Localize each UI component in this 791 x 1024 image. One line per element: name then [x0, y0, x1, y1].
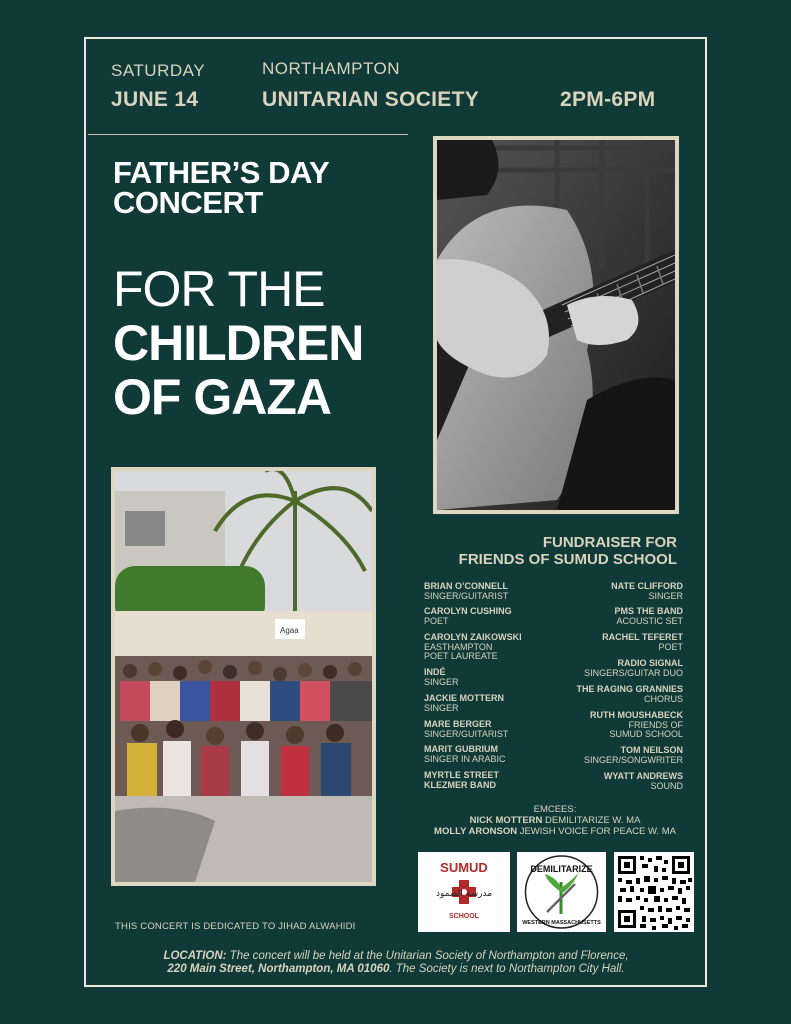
performer-role: SINGER: [424, 702, 459, 713]
performer-name: CAROLYN CUSHING: [424, 606, 512, 616]
title-line-3: OF GAZA: [113, 369, 331, 425]
performer-role: KLEZMER BAND: [424, 779, 496, 790]
performer-name: MARE BERGER: [424, 719, 492, 729]
subtitle-line-2: CONCERT: [113, 185, 263, 220]
location-text-1: The concert will be held at the Unitarian Society of Northampton and Florence,: [226, 950, 629, 962]
performer-role: SINGER/SONGWRITER: [583, 754, 683, 765]
subtitle-line-1: FATHER’S DAY: [113, 155, 330, 190]
emcees-block: [420, 804, 690, 837]
performer-name: CAROLYN ZAIKOWSKI: [424, 632, 522, 642]
location-block: [96, 950, 696, 976]
performer-role: FRIENDS OF: [628, 719, 683, 730]
emcee-2: [420, 826, 690, 837]
location-text-2: . The Society is next to Northampton City Hall.: [389, 963, 625, 975]
performer-role: CHORUS: [643, 693, 683, 704]
performer-name: RACHEL TEFERET: [602, 632, 683, 642]
photo-sign-text: Agaa: [280, 626, 299, 635]
main-title: [113, 262, 363, 424]
performer-right-5: [523, 711, 683, 740]
fundraiser-line-1: FUNDRAISER FOR: [542, 534, 677, 551]
demilitarize-logo: [517, 852, 606, 932]
children-image: [115, 471, 372, 882]
emcee-1-name: NICK MOTTERN: [469, 815, 543, 826]
venue-label: UNITARIAN SOCIETY: [262, 88, 480, 111]
qr-code[interactable]: [614, 852, 694, 932]
children-photo: [111, 467, 376, 886]
performer-name: THE RAGING GRANNIES: [576, 684, 683, 694]
sumud-school-logo: [418, 852, 510, 932]
performer-role: SINGER/GUITARIST: [424, 590, 509, 601]
performer-role: SOUND: [650, 780, 683, 791]
fundraiser-heading: [400, 534, 677, 568]
performer-name: BRIAN O’CONNELL: [424, 581, 508, 591]
performer-role: SINGER: [424, 676, 459, 687]
performer-right-7: [523, 772, 683, 791]
performer-name: MARIT GUBRIUM: [424, 744, 498, 754]
dedication-text: THIS CONCERT IS DEDICATED TO JIHAD ALWAHIDI: [115, 921, 356, 932]
performer-role: POET: [424, 615, 449, 626]
sumud-logo-bottom: SCHOOL: [449, 913, 479, 920]
sumud-logo-top: SUMUD: [440, 860, 488, 875]
emcee-2-org: JEWISH VOICE FOR PEACE W. MA: [519, 826, 676, 837]
performer-right-4: [523, 685, 683, 704]
performer-name: JACKIE MOTTERN: [424, 693, 505, 703]
location-address: 220 Main Street, Northampton, MA 01060: [167, 963, 390, 975]
emcee-1-org: DEMILITARIZE W. MA: [545, 815, 641, 826]
title-line-2: CHILDREN: [113, 315, 364, 371]
performer-role: ACOUSTIC SET: [616, 615, 683, 626]
performer-name: WYATT ANDREWS: [603, 771, 683, 781]
city-label: NORTHAMPTON: [262, 59, 401, 78]
emcee-2-name: MOLLY ARONSON: [434, 826, 518, 837]
fundraiser-line-2: FRIENDS OF SUMUD SCHOOL: [458, 551, 677, 568]
qr-code-icon: [614, 852, 694, 932]
concert-subtitle: [113, 155, 330, 220]
performer-name: RADIO SIGNAL: [617, 658, 683, 668]
performer-name: MYRTLE STREET: [424, 770, 500, 780]
performer-right-3: [523, 659, 683, 678]
performer-role-2: SUMUD SCHOOL: [609, 729, 683, 739]
performer-name: PMS THE BAND: [614, 606, 683, 616]
emcees-label: EMCEES:: [533, 804, 577, 815]
performer-name: INDÉ: [424, 667, 446, 677]
performer-role: SINGER: [648, 590, 683, 601]
performer-name: RUTH MOUSHABECK: [590, 710, 683, 720]
day-label: SATURDAY: [111, 61, 206, 80]
performer-name: NATE CLIFFORD: [611, 581, 683, 591]
performer-right-0: [523, 582, 683, 601]
performer-right-6: [523, 746, 683, 765]
date-label: JUNE 14: [111, 88, 199, 111]
performer-role: POET: [658, 641, 683, 652]
performer-name: TOM NEILSON: [620, 745, 683, 755]
guitarist-image: [437, 140, 675, 510]
guitarist-photo: [433, 136, 679, 514]
title-line-1: FOR THE: [113, 261, 325, 317]
performer-role-2: POET LAUREATE: [424, 651, 498, 661]
performer-role: SINGER/GUITARIST: [424, 728, 509, 739]
performer-role: SINGERS/GUITAR DUO: [584, 667, 683, 678]
performer-role: SINGER IN ARABIC: [424, 753, 506, 764]
sumud-logo-arabic: مدرسة الصمود: [435, 889, 493, 899]
demil-logo-top: DEMILITARIZE: [530, 864, 593, 874]
performer-right-2: [523, 633, 683, 652]
performer-role: EASTHAMPTON: [424, 641, 493, 652]
header-divider: [88, 134, 408, 135]
emcee-1: [420, 815, 690, 826]
location-label: LOCATION:: [163, 950, 227, 962]
demil-logo-bottom: WESTERN MASSACHUSETTS: [522, 920, 601, 926]
performer-right-1: [523, 607, 683, 626]
time-label: 2PM-6PM: [560, 88, 656, 111]
